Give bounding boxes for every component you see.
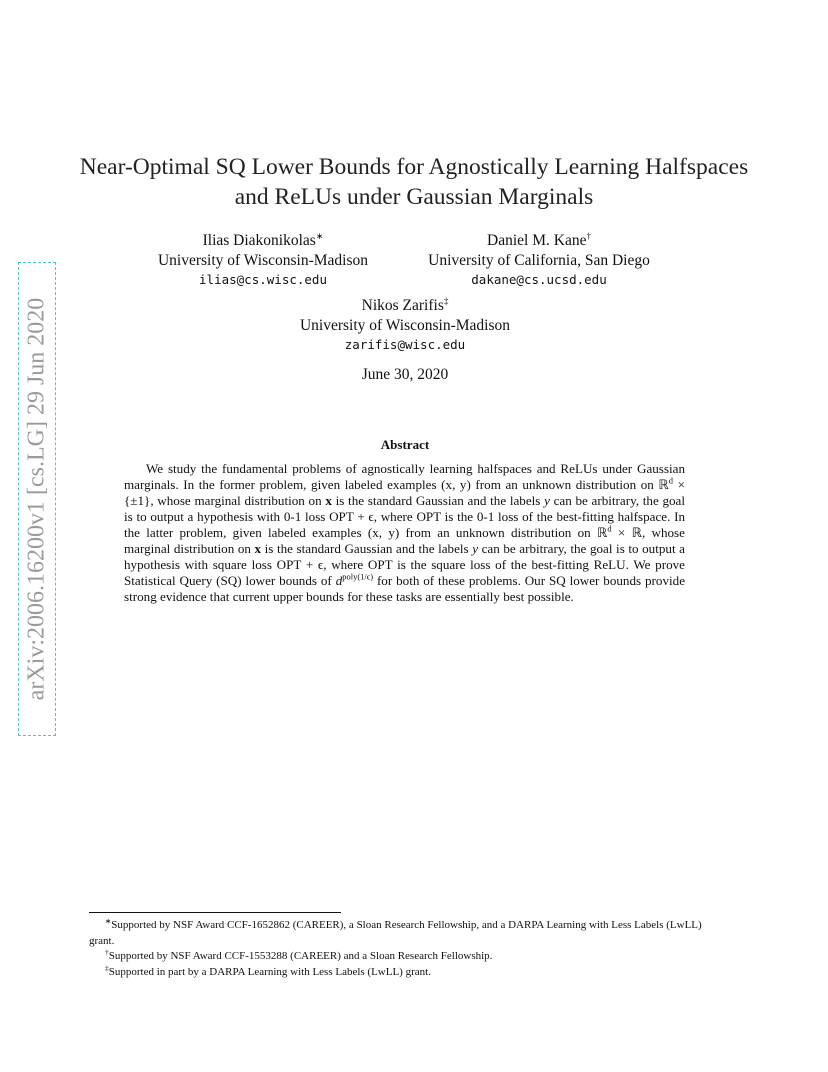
author-name: Daniel M. Kane xyxy=(487,232,587,249)
author-mark: ‡ xyxy=(443,295,449,306)
author-affiliation: University of Wisconsin-Madison xyxy=(157,251,369,269)
author-email: dakane@cs.ucsd.edu xyxy=(471,272,607,287)
abstract-heading: Abstract xyxy=(380,437,430,452)
footnote-rule xyxy=(89,912,341,913)
author-name: Ilias Diakonikolas xyxy=(202,232,316,249)
author-mark: † xyxy=(586,230,591,241)
author-block-3 xyxy=(270,296,540,355)
author-affiliation: University of Wisconsin-Madison xyxy=(299,316,511,334)
author-affiliation: University of California, San Diego xyxy=(428,251,650,269)
author-name: Nikos Zarifis xyxy=(361,297,444,314)
footnote-1: ∗Supported by NSF Award CCF-1652862 (CAREER), a Sloan Research Fellowship, and a DARPA Learning with Less Labels (LwLL) grant. xyxy=(89,916,702,947)
author-block-2 xyxy=(404,231,674,290)
footnote-3: ‡Supported in part by a DARPA Learning with Less Labels (LwLL) grant. xyxy=(105,962,431,978)
arxiv-stamp-text: arXiv:2006.16200v1 [cs.LG] 29 Jun 2020 xyxy=(23,297,50,701)
footnotes xyxy=(89,918,729,980)
author-mark: ∗ xyxy=(315,230,324,241)
abstract-text: We study the fundamental problems of agnostically learning halfspaces and ReLUs under Gaussian marginals. In the former problem, given labeled examples (x, y) from an unknown distribution on ℝ$^d$ × {±1}, whose marginal distribution on x is the standard Gaussian and the labels y can be arbitrary, the goal is to output a hypothesis with 0-1 loss OPT + ϵ, where OPT is the 0-1 loss of the best-fitting halfspace. In the latter problem, given labeled examples (x, y) from an unknown distribution on ℝ$^d$ × ℝ, whose marginal distribution on x is the standard Gaussian and the labels y can be arbitrary, the goal is to output a hypothesis with square loss OPT + ϵ, where OPT is the square loss of the best-fitting ReLU. We prove Statistical Query (SQ) lower bounds of $d^{poly(1/\epsilon)}$ for both of these problems. Our SQ lower bounds provide strong evidence that current upper bounds for these tasks are essentially best possible. xyxy=(124,461,686,604)
author-email: ilias@cs.wisc.edu xyxy=(199,272,327,287)
paper-date: June 30, 2020 xyxy=(361,366,449,383)
paper-title: Near-Optimal SQ Lower Bounds for Agnostically Learning Halfspaces and ReLUs under Gaussian Marginals xyxy=(79,154,749,210)
author-block-1 xyxy=(128,231,398,290)
arxiv-stamp xyxy=(18,262,56,736)
footnote-2: †Supported by NSF Award CCF-1553288 (CAREER) and a Sloan Research Fellowship. xyxy=(105,947,493,962)
author-email: zarifis@wisc.edu xyxy=(344,337,466,352)
